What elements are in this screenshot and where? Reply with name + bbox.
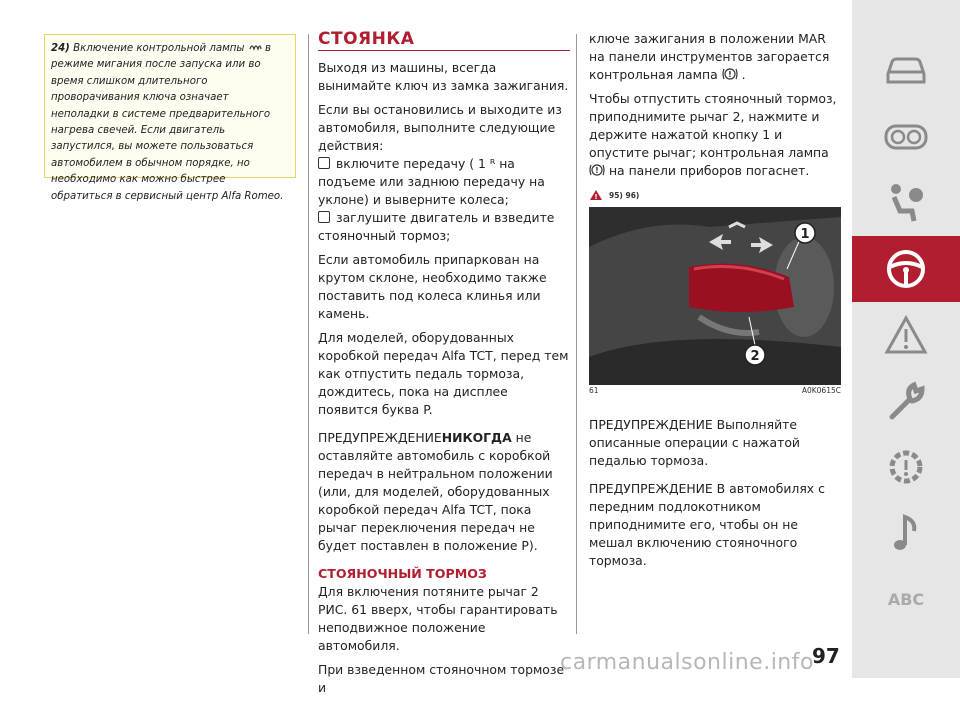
sidebar-item-dashboard[interactable] [852,104,960,170]
paragraph [589,30,841,84]
watermark: carmanualsonline.info [560,650,814,675]
paragraph: Для включения потяните рычаг 2 РИС. 61 вверх, чтобы гарантировать неподвижное положение автомобиля. [318,584,558,653]
sidebar-item-emergency[interactable] [852,368,960,434]
paragraph: Для моделей, оборудованных коробкой передач Alfa TCT, перед тем как отпустить педаль тормоза, дождитесь, пока на дисплее появится буква P. [318,330,569,417]
figure-code: A0K0615C [801,386,841,395]
paragraph: При взведенном стояночном тормозе и [318,662,565,695]
gear-info-icon [884,445,928,489]
svg-text:!: ! [595,166,599,175]
page-number: 97 [812,644,840,668]
callout-label: 2 [750,349,760,364]
checkbox-bullet-icon [318,211,330,223]
sidebar-item-safety[interactable] [852,170,960,236]
parking-brake-warning-icon [722,67,738,81]
references [589,186,841,205]
note-text: Включение контрольной лампы [69,43,245,54]
warning-paragraph: ПРЕДУПРЕЖДЕНИЕ Выполняйте описанные операции с нажатой педалью тормоза. [589,417,800,468]
paragraph-text: Чтобы отпустить стояночный тормоз, приподнимите рычаг 2, нажмите и держите нажатой кнопку 1 и опустите рычаг; контрольная лампа [589,91,837,160]
dashboard-icon [884,122,928,152]
figure-number: 61 [589,386,599,395]
note-text-2: в режиме мигания после запуска или во время слишком длительного проворачивания ключа означает неполадки в системе предварительного нагрева свечей. Если двигатель запустился, вы можете пользоваться автомобилем в обычном порядке, но необходимо как можно быстрее обратиться в сервисный центр Alfa Romeo. [51,43,284,202]
sidebar-item-car[interactable] [852,38,960,104]
sidebar-item-maintenance[interactable] [852,434,960,500]
warning-triangle-icon [589,189,603,201]
bullet-text: включите передачу ( 1 ᴿ на подъеме или заднюю передачу на уклоне) и выверните колеса; [318,156,545,207]
paragraph: Если вы остановились и выходите из автомобиля, выполните следующие действия: [318,102,562,153]
sidebar-item-driving[interactable] [852,236,960,302]
bullet-text: заглушите двигатель и взведите стояночный тормоз; [318,210,555,243]
wrench-icon [884,379,928,423]
parking-brake-illustration [589,207,841,385]
svg-text:!: ! [727,70,732,79]
right-column-warnings [589,416,841,576]
checkbox-bullet-icon [318,157,330,169]
note-box [44,34,296,202]
subsection-heading: СТОЯНОЧНЫЙ ТОРМОЗ [318,566,487,581]
warning-text: не оставляйте автомобиль с коробкой передач в нейтральном положении (или, для моделей, оборудованных коробкой передач Alfa TCT, пока рычаг переключения передач не будет поставлен в положение P). [318,430,553,553]
sidebar-item-index[interactable] [852,566,960,632]
steering-wheel-icon [884,247,928,291]
parking-brake-figure [589,207,841,385]
paragraph-text: на панели приборов погаснет. [605,163,810,178]
music-note-icon [884,511,928,555]
column-divider [308,34,309,634]
heading-rule [318,50,570,51]
note-number: 24) [51,43,70,54]
sidebar-item-warnings[interactable] [852,302,960,368]
paragraph: Если автомобиль припаркован на крутом склоне, необходимо также поставить под колеса клинья или камень. [318,252,547,321]
warning-paragraph [318,429,570,555]
parking-brake-warning-icon [589,163,605,177]
glow-plug-icon [248,41,262,53]
paragraph-text: ключе зажигания в положении MAR на панели инструментов загорается контрольная лампа [589,31,830,82]
paragraph: Выходя из машины, всегда вынимайте ключ из замка зажигания. [318,60,569,93]
warning-label: ПРЕДУПРЕЖДЕНИЕ [318,430,442,445]
right-column [589,30,841,211]
section-heading: СТОЯНКА [318,29,415,49]
warning-paragraph: ПРЕДУПРЕЖДЕНИЕ В автомобилях с передним подлокотником приподнимите его, чтобы он не мешал включению стояночного тормоза. [589,481,825,568]
middle-column [318,30,570,703]
sidebar-item-multimedia[interactable] [852,500,960,566]
paragraph [589,90,841,180]
column-divider [576,34,577,634]
svg-text:!: ! [594,193,598,201]
figure-caption [589,386,841,395]
paragraph-text: . [737,67,746,82]
reference-numbers: 95) 96) [609,190,640,200]
airbag-seat-icon [884,181,928,225]
callout-label: 1 [800,227,810,242]
chapter-sidebar [852,0,960,678]
warning-emphasis: НИКОГДА [441,430,512,445]
car-icon [884,56,928,86]
bullet-item [318,155,570,209]
warning-triangle-icon [884,315,928,355]
bullet-item [318,209,570,245]
abc-label: ABC [887,589,925,609]
